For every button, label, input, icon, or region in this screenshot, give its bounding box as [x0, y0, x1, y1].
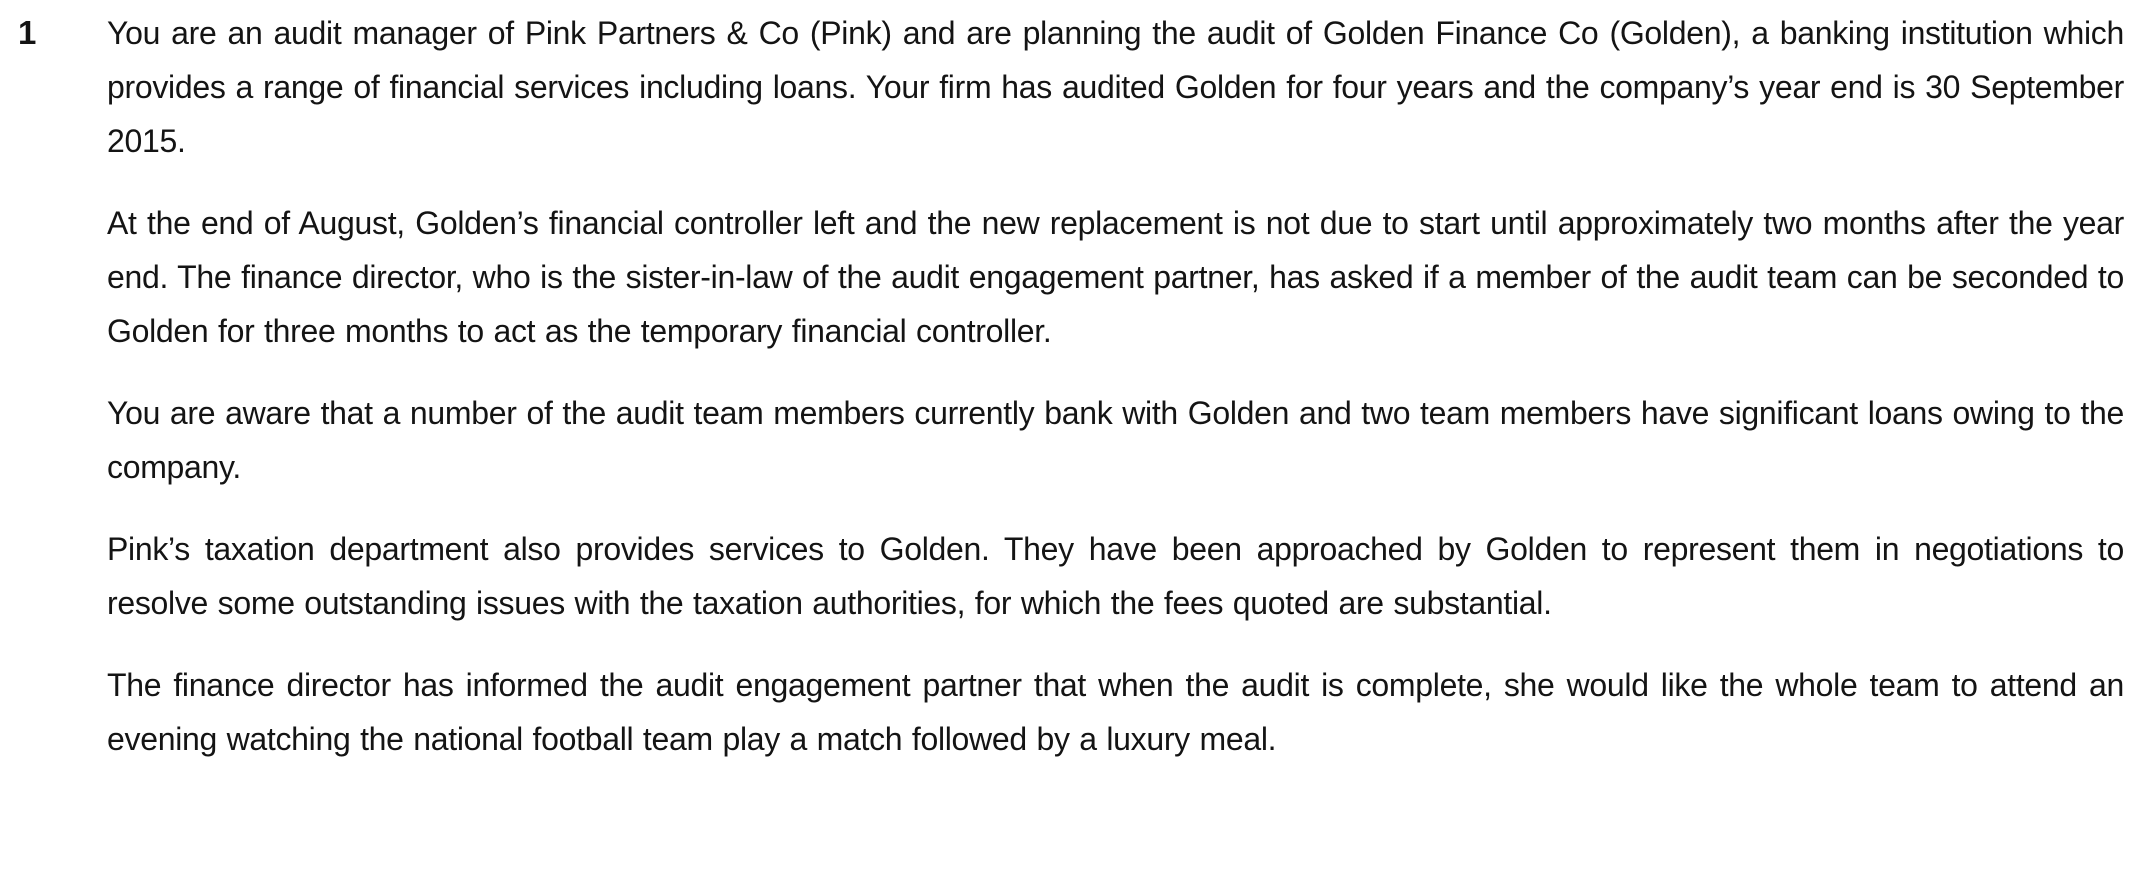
question-number: 1 [18, 14, 36, 51]
question-paragraph: At the end of August, Golden’s financial controller left and the new replacement is not due to start until approximately two months after the year end. The finance director, who is the sister-in-law of the audit engagement partner, has asked if a member of the audit team can be seconded to Golden for three months to act as the temporary financial controller. [107, 205, 2124, 349]
question-paragraph: The finance director has informed the audit engagement partner that when the audit is complete, she would like the whole team to attend an evening watching the national football team play a match followed by a luxury meal. [107, 667, 2124, 757]
question-paragraph: Pink’s taxation department also provides services to Golden. They have been approached by Golden to represent them in negotiations to resolve some outstanding issues with the taxation authorities, for which the fees quoted are substantial. [107, 531, 2124, 621]
question-paragraph: You are an audit manager of Pink Partners & Co (Pink) and are planning the audit of Golden Finance Co (Golden), a banking institution which provides a range of financial services including loans. Your firm has audited Golden for four years and the company’s year end is 30 September 2015. [107, 15, 2124, 159]
question-paragraph: You are aware that a number of the audit team members currently bank with Golden and two team members have significant loans owing to the company. [107, 395, 2124, 485]
question-body [107, 6, 2124, 766]
